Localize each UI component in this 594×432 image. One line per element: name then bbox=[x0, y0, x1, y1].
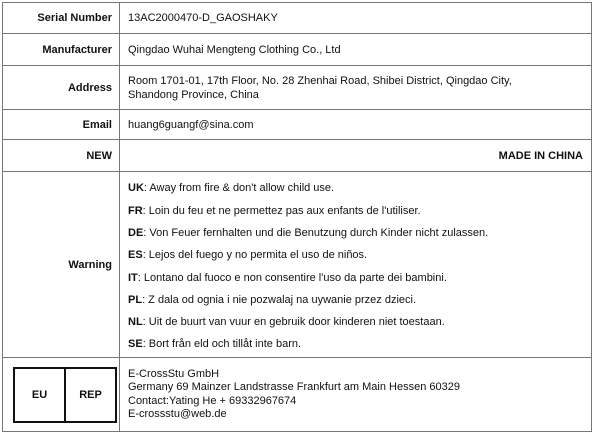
eu-badge-label: EU bbox=[15, 369, 66, 421]
warning-lang-code: ES bbox=[128, 249, 143, 262]
address-line-1: Room 1701-01, 17th Floor, No. 28 Zhenhai Road, Shibei District, Qingdao City, bbox=[128, 74, 512, 87]
warning-text: : Von Feuer fernhalten und die Benutzung durch Kinder nicht zulassen. bbox=[143, 226, 489, 239]
warning-item-fr bbox=[128, 200, 583, 222]
warning-row bbox=[3, 172, 592, 358]
rep-badge-label: REP bbox=[79, 388, 102, 401]
new-label: NEW bbox=[3, 140, 120, 172]
warning-list bbox=[128, 173, 583, 355]
warning-text: : Lejos del fuego y no permita el uso de niños. bbox=[142, 249, 368, 262]
warning-lang-code: UK bbox=[128, 182, 144, 195]
warning-text: : Bort från eld och tillåt inte barn. bbox=[142, 338, 302, 351]
warning-item-de bbox=[128, 222, 583, 244]
manufacturer-label: Manufacturer bbox=[3, 34, 120, 66]
warning-content bbox=[120, 172, 592, 358]
eu-rep-badge bbox=[13, 367, 117, 423]
eu-rep-email: E-crossstu@web.de bbox=[128, 408, 227, 420]
address-line-2: Shandong Province, China bbox=[128, 88, 259, 101]
eu-rep-contact: Contact:Yating He + 69332967674 bbox=[128, 394, 297, 407]
warning-lang-code: NL bbox=[128, 316, 143, 329]
warning-item-nl bbox=[128, 311, 583, 333]
warning-item-se bbox=[128, 333, 583, 355]
eu-rep-company: E-CrossStu GmbH bbox=[128, 367, 220, 380]
warning-text: : Lontano dal fuoco e non consentire l'uso da parte dei bambini. bbox=[137, 271, 447, 284]
serial-label: Serial Number bbox=[3, 3, 120, 34]
warning-item-it bbox=[128, 267, 583, 289]
address-label: Address bbox=[3, 66, 120, 110]
product-label-table bbox=[2, 2, 592, 432]
address-value bbox=[120, 66, 592, 110]
made-in-value: MADE IN CHINA bbox=[120, 140, 592, 172]
warning-text: : Z dala od ognia i nie pozwalaj na uywanie przez dzieci. bbox=[142, 293, 416, 306]
new-row bbox=[3, 140, 592, 172]
email-value: huang6guangf@sina.com bbox=[120, 110, 592, 140]
warning-lang-code: PL bbox=[128, 293, 143, 306]
email-label: Email bbox=[3, 110, 120, 140]
manufacturer-row bbox=[3, 34, 592, 66]
warning-lang-code: FR bbox=[128, 204, 143, 217]
serial-value: 13AC2000470-D_GAOSHAKY bbox=[120, 3, 592, 34]
warning-lang-code: SE bbox=[128, 338, 143, 351]
warning-text: : Away from fire & don't allow child use. bbox=[143, 182, 335, 195]
warning-text: : Loin du feu et ne permettez pas aux enfants de l'utiliser. bbox=[142, 204, 421, 217]
warning-item-uk bbox=[128, 177, 583, 199]
manufacturer-value: Qingdao Wuhai Mengteng Clothing Co., Ltd bbox=[120, 34, 592, 66]
warning-lang-code: DE bbox=[128, 226, 144, 239]
warning-item-pl bbox=[128, 289, 583, 311]
address-row bbox=[3, 66, 592, 110]
eu-rep-address: Germany 69 Mainzer Landstrasse Frankfurt am Main Hessen 60329 bbox=[128, 381, 460, 393]
eu-rep-details bbox=[120, 358, 592, 432]
serial-row bbox=[3, 3, 592, 34]
eu-rep-row bbox=[3, 358, 592, 432]
warning-text: : Uit de buurt van vuur en gebruik door kinderen niet toestaan. bbox=[142, 316, 445, 329]
email-row bbox=[3, 110, 592, 140]
warning-item-es bbox=[128, 244, 583, 266]
warning-lang-code: IT bbox=[128, 271, 138, 284]
eu-rep-badge-cell bbox=[3, 358, 120, 432]
warning-label: Warning bbox=[3, 172, 120, 358]
